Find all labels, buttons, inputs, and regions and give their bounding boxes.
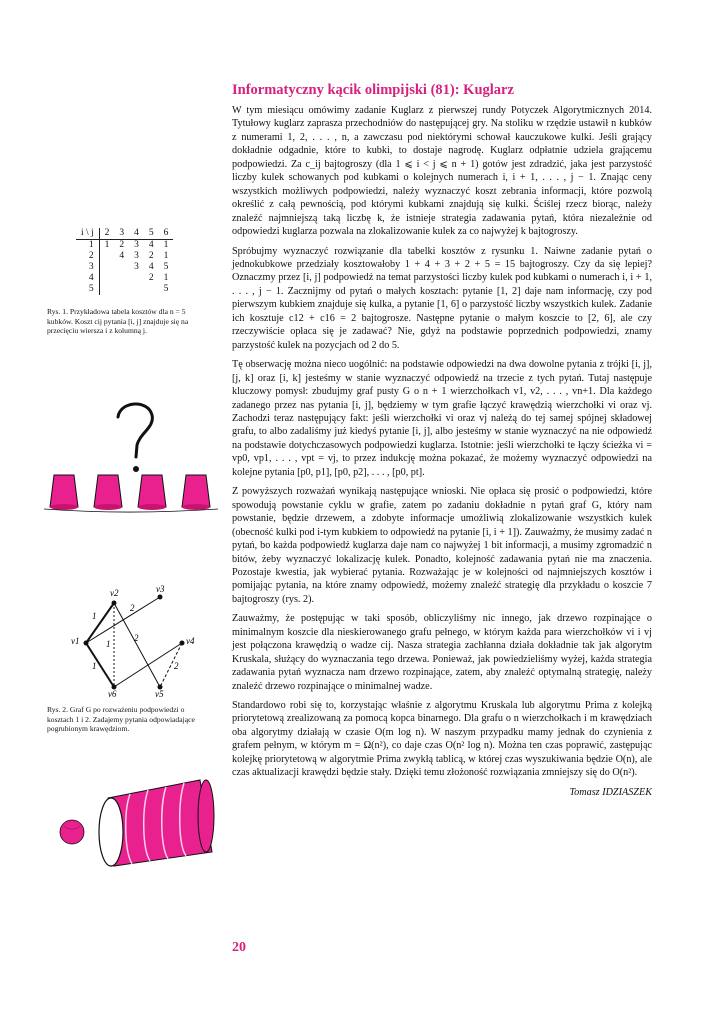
author: Tomasz IDZIASZEK bbox=[569, 786, 652, 798]
table-col-header: 4 bbox=[129, 228, 144, 240]
node-label: v4 bbox=[186, 636, 195, 646]
table-cell bbox=[129, 284, 144, 295]
cost-table bbox=[76, 228, 173, 295]
table-cell bbox=[129, 273, 144, 284]
table-cell bbox=[144, 284, 159, 295]
edge-weight: 2 bbox=[134, 633, 139, 643]
graph-edge bbox=[86, 597, 160, 643]
paragraph-complexity: Standardowo robi się to, korzystając właśnie z algorytmu Kruskala lub algorytmu Prima z kolejką priorytetową zrealizowaną za pomocą kopca binarnego. Dla grafu o n wierzchołkach i m krawędziach oba algorytmy działają w czasie O(m log n). W naszym przypadku mamy jednak do czynienia z grafem pełnym, w którym m = Ω(n²), co daje czas O(n² log n). Można ten czas poprawić, zastępując kolejkę priorytetową w algorytmie Prima zwykłą tablicą, w której czas wyszukiwania będzie O(n), ale czas aktualizacji krawędzi będzie stały. Dzięki temu złożoność rozwiązania zmniejszy się do O(n²). bbox=[232, 700, 652, 779]
cups-illustration bbox=[40, 395, 220, 530]
row-header: 5 bbox=[76, 284, 99, 295]
node-label: v3 bbox=[156, 585, 165, 594]
row-header: 2 bbox=[76, 251, 99, 262]
table-cell: 3 bbox=[134, 251, 139, 261]
question-mark-icon bbox=[118, 404, 152, 472]
table-cell bbox=[99, 251, 114, 262]
paragraph-mst: Zauważmy, że postępując w taki sposób, obliczyliśmy nic innego, jak drzewo rozpinające o minimalnym koszcie dla nieskierowanego grafu pełnego, w którym każda para wierzchołków vi i vj jest połączona krawędzią o wadze cij. Nasza strategia zachłanna działa dokładnie tak jak algorytm Kruskala, służący do wyznaczania tego drzewa. Ponieważ, jak powiedzieliśmy wyżej, każda strategia zadawania pytań wyznacza nam drzewo rozpinające, zatem, aby znaleźć optymalną strategię, należy znaleźć drzewo rozpinające o minimalnej wadze. bbox=[232, 613, 652, 692]
table-cell: 1 bbox=[163, 251, 169, 261]
graph-diagram bbox=[70, 585, 200, 700]
graph-edge bbox=[86, 603, 114, 643]
table-cell: 4 bbox=[148, 262, 154, 272]
table-cell: 4 bbox=[119, 251, 125, 261]
figure-2-caption: Rys. 2. Graf G po rozważeniu podpowiedzi o kosztach 1 i 2. Zadajemy pytania odpowiadające pogrubionym krawędziom. bbox=[47, 705, 195, 734]
cup-stack-icon bbox=[99, 780, 214, 866]
paragraph-example: Spróbujmy wyznaczyć rozwiązanie dla tabelki kosztów z rysunku 1. Naiwne zadanie pytań o jednokubkowe przedziały kosztowałoby 1 + 4 + 3 + 2 + 5 = 15 bajtogroszy. Czy da się lepiej? Oznaczmy przez [i, j] podpowiedź na temat parzystości liczby kulek pod kubkami o numerach i, i + 1, . . . , j − 1. Zacznijmy od pytań o małych kosztach: pytanie [1, 2] daje nam informację, czy pod pierwszym kubkiem znajduje się kulka, a pytanie [1, 6] o parzystość liczby wszystkich kulek. Zadanie ich kosztuje c12 + c16 = 2 bajtogrosze. Następne pytanie o małym koszcie to [2, 6], ale czy rzeczywiście opłaca się je zadawać? Nie, gdyż na podstawie poprzednich podpowiedzi, znamy parzystość kulek na pozycjach od 2 do 5. bbox=[232, 245, 652, 351]
table-col-header: 5 bbox=[144, 228, 159, 240]
table-row bbox=[76, 262, 173, 273]
edge-weight: 2 bbox=[174, 661, 179, 671]
edge-weight: 2 bbox=[130, 603, 135, 613]
table-cell bbox=[114, 284, 129, 295]
graph-node bbox=[158, 595, 163, 600]
table-header-row bbox=[76, 228, 173, 240]
table-cell: 2 bbox=[148, 273, 154, 283]
cups-icon bbox=[44, 475, 218, 512]
table-cell bbox=[114, 262, 129, 273]
edge-weight: 1 bbox=[92, 661, 97, 671]
table-corner: i \ j bbox=[76, 228, 99, 240]
page-number: 20 bbox=[232, 940, 246, 955]
table-cell: 2 bbox=[119, 240, 125, 250]
node-label: v1 bbox=[71, 636, 80, 646]
row-header: 1 bbox=[76, 240, 99, 252]
table-row bbox=[76, 284, 173, 295]
ball-icon bbox=[60, 820, 84, 844]
paragraph-graph: Tę obserwację można nieco uogólnić: na podstawie odpowiedzi na dwa dowolne pytania z trójki [i, j], [j, k] oraz [i, k] jesteśmy w stanie wyznaczyć odpowiedź na trzecie z tych pytań. Tutaj następuje kluczowy pomysł: zbudujmy graf pusty G o n + 1 wierzchołkach v1, v2, . . . , vn+1. Dla każdego zadanego przez nas pytania [i, j], będziemy w tym grafie łączyć krawędzią wierzchołki vi oraz vj. Zachodzi teraz następujący fakt: jeśli wierzchołki vi oraz vj należą do tej samej spójnej składowej grafu, to albo zadaliśmy już kiedyś pytanie [i, j], albo jesteśmy w stanie wyznaczyć na nie odpowiedź na podstawie dotychczasowych podpowiedzi kuglarza. Istotnie: jeśli wierzchołki te łączy ścieżka vi = vp0, vp1, . . . , vpt = vj, to przez indukcję można pokazać, że możemy wyznaczyć odpowiedzi na kolejne pytania [p0, p1], [p0, p2], . . . , [p0, pt]. bbox=[232, 359, 652, 478]
table-row bbox=[76, 240, 173, 252]
paragraph-intro: W tym miesiącu omówimy zadanie Kuglarz z pierwszej rundy Potyczek Algorytmicznych 2014. Tytułowy kuglarz zaprasza przechodniów do następującej gry. Na stoliku w rzędzie ustawił n kubków z numerami 1, 2, . . . , n, a zawczasu pod niektórymi schował kauczukowe kulki. Jeśli grający dokładnie odgadnie, które to kubki, to dostaje nagrodę. Kuglarz odpłatnie udziela grającemu podpowiedzi. Za c_ij bajtogroszy (dla 1 ⩽ i < j ⩽ n + 1) gotów jest zdradzić, jaka jest parzystość liczby kulek schowanych pod kubkami o kolejnych numerach i, i + 1, . . . , j − 1. Znając ceny wszystkich możliwych podpowiedzi, należy wyznaczyć koszt zebrania informacji, które pozwolą określić z całą pewnością, pod którymi kubkami znajdują się kulki. Ściślej rzecz biorąc, należy znaleźć najmniejszą taką liczbę k, że istnieje strategia zadawania pytań, która niezależnie od odpowiedzi kuglarza pozwala na zlokalizowanie kulek za co najwyżej k bajtogroszy. bbox=[232, 105, 652, 238]
article-title: Informatyczny kącik olimpijski (81): Kuglarz bbox=[232, 82, 514, 98]
node-label: v5 bbox=[155, 689, 164, 699]
row-header: 4 bbox=[76, 273, 99, 284]
graph-edge bbox=[86, 643, 114, 687]
graph-edge bbox=[114, 643, 182, 687]
table-row bbox=[76, 273, 173, 284]
table-cell: 1 bbox=[104, 240, 110, 250]
row-header: 3 bbox=[76, 262, 99, 273]
cup-stack-illustration bbox=[50, 770, 220, 880]
table-cell: 2 bbox=[148, 251, 154, 261]
table-col-header: 2 bbox=[99, 228, 114, 240]
article-body bbox=[232, 104, 652, 799]
table-cell bbox=[114, 273, 129, 284]
table-cell: 1 bbox=[163, 240, 169, 250]
graph-node bbox=[112, 601, 117, 606]
table-cell bbox=[99, 262, 114, 273]
table-row bbox=[76, 251, 173, 262]
table-cell: 1 bbox=[163, 273, 169, 283]
table-cell: 3 bbox=[134, 240, 139, 250]
table-cell: 5 bbox=[163, 284, 169, 294]
table-cell: 5 bbox=[163, 262, 169, 272]
table-cell bbox=[99, 273, 114, 284]
table-cell: 4 bbox=[148, 240, 154, 250]
edge-weight: 1 bbox=[92, 611, 97, 621]
figure-1-caption: Rys. 1. Przykładowa tabela kosztów dla n = 5 kubków. Koszt cij pytania [i, j] znajduje się na przecięciu wiersza i z kolumną j. bbox=[47, 307, 189, 336]
table-cell: 3 bbox=[134, 262, 139, 272]
table-col-header: 6 bbox=[159, 228, 174, 240]
paragraph-conclusions: Z powyższych rozważań wynikają następujące wnioski. Nie opłaca się prosić o podpowiedzi, które spowodują powstanie cyklu w grafie, zatem po zadaniu dokładnie n pytań graf G, który nam powstanie, będzie drzewem, a zdobyte informacje umożliwią zlokalizowanie wszystkich kulek (obecność kulki pod i-tym kubkiem to odpowiedź na pytanie [i, i + 1]). Zauważmy, że musimy zadać n pytań, bo każda podpowiedź kuglarza daje nam co najwyżej 1 bit informacji, a musimy zgromadzić n bitów, żeby wyznaczyć lokalizację kulek. Ponadto, kolejność zadawania pytań nie ma znaczenia. Pozostaje kwestia, jak wybierać pytania. Rozważając je w kolejności od najmniejszych kosztów i pomijając pytania, na które znamy odpowiedź, możemy znaleźć strategię dla przykładu o koszcie 7 bajtogroszy (rys. 2). bbox=[232, 486, 652, 605]
node-label: v2 bbox=[110, 588, 119, 598]
table-cell bbox=[99, 284, 114, 295]
graph-node bbox=[180, 641, 185, 646]
node-label: v6 bbox=[108, 689, 117, 699]
graph-node bbox=[84, 641, 89, 646]
graph-edge bbox=[114, 603, 160, 687]
edge-weight: 1 bbox=[106, 639, 111, 649]
table-col-header: 3 bbox=[114, 228, 129, 240]
